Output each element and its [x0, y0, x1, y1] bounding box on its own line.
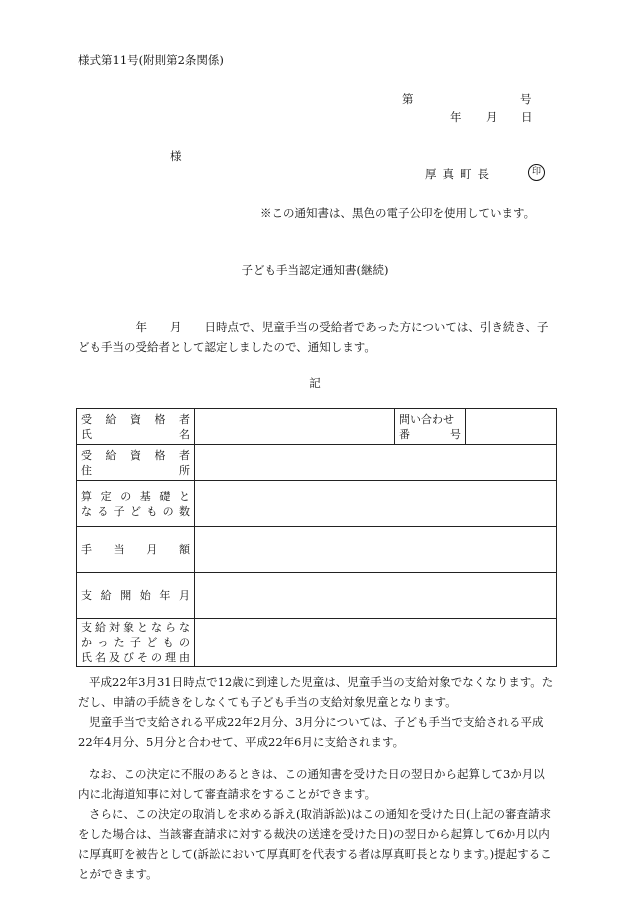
label-monthly-amount: 手 当 月 額: [77, 527, 195, 573]
label-children-count: 算定の基礎と なる子どもの数: [77, 481, 195, 527]
table-row: [77, 573, 557, 619]
value-start-month: [195, 573, 557, 619]
label-recipient-name: 受 給 資 格 者 氏 名: [77, 409, 195, 445]
label-ineligible-children: 支給対象とならな かった子どもの 氏名及びその理由: [77, 619, 195, 667]
date-month: 月: [486, 110, 498, 124]
note-paragraph-1: 平成22年3月31日時点で12歳に到達した児童は、児童手当の支給対象でなくなります。ただし、申請の手続きをしなくても子ども手当の支給対象児童となります。: [78, 675, 554, 709]
seal-notice: ※この通知書は、黒色の電子公印を使用しています。: [260, 206, 536, 220]
label-recipient-address: 受 給 資 格 者 住 所: [77, 445, 195, 481]
date-day: 日: [521, 110, 533, 124]
info-table: [76, 408, 557, 667]
table-row: [77, 481, 557, 527]
note-paragraph-2: 児童手当で支給される平成22年2月分、3月分については、子ども手当で支給される平成22年4月分、5月分と合わせて、平成22年6月に支給されます。: [78, 715, 544, 749]
value-inquiry-number: [466, 409, 557, 445]
table-row: [77, 445, 557, 481]
body-text: 年 月 日時点で、児童手当の受給者であった方については、引き続き、子ども手当の受給者として認定しましたので、通知します。: [78, 320, 549, 354]
date-year: 年: [450, 110, 462, 124]
value-children-count: [195, 481, 557, 527]
doc-number-prefix: 第: [402, 92, 414, 106]
official-seal: 印: [528, 164, 545, 181]
table-row: [77, 409, 557, 445]
note-paragraph-3: なお、この決定に不服のあるときは、この通知書を受けた日の翌日から起算して3か月以内に北海道知事に対して審査請求をすることができます。: [78, 767, 545, 801]
form-number: 様式第11号(附則第2条関係): [78, 53, 224, 67]
table-row: [77, 619, 557, 667]
label-start-month: 支給開始年月: [77, 573, 195, 619]
notes-section: [78, 672, 556, 884]
issuer-name: 厚真町長: [425, 167, 495, 181]
value-recipient-name: [195, 409, 395, 445]
document-title: 子ども手当認定通知書(継続): [241, 263, 389, 277]
doc-number-suffix: 号: [520, 92, 532, 106]
label-inquiry-number: 問い合わせ 番 号: [395, 409, 466, 445]
ki-heading: 記: [309, 376, 321, 390]
value-monthly-amount: [195, 527, 557, 573]
addressee-suffix: 様: [170, 149, 182, 163]
value-ineligible-children: [195, 619, 557, 667]
table-row: [77, 527, 557, 573]
value-recipient-address: [195, 445, 557, 481]
note-paragraph-4: さらに、この決定の取消しを求める訴え(取消訴訟)はこの通知を受けた日(上記の審査請求をした場合は、当該審査請求に対する裁決の送達を受けた日)の翌日から起算して6か月以内に厚真町を被告として(訴訟において厚真町を代表する者は厚真町長となります。)提起することができます。: [78, 807, 552, 881]
